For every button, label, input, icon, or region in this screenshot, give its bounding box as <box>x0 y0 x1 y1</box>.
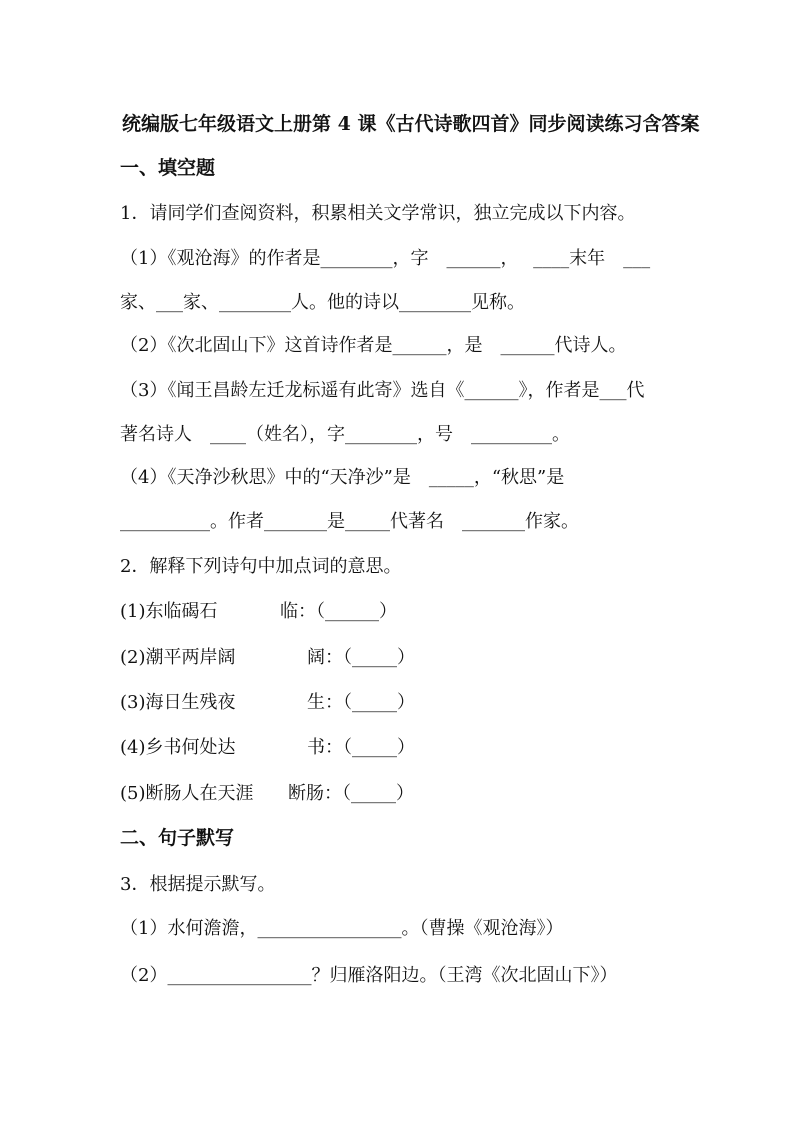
question-1-part-4-line-2: __________。作者_______是_____代著名 _______作家。 <box>120 511 579 532</box>
section-heading-fill-blank: 一、填空题 <box>120 157 216 179</box>
question-1-part-1-line-1: （1）《观沧海》的作者是________，字 ______， ____末年 ___ <box>120 248 651 269</box>
question-2-item-2-phrase: (2)潮平两岸阔 <box>120 647 236 668</box>
question-1-part-4-line-1: （4）《天净沙秋思》中的“天净沙”是 _____，“秋思”是 <box>120 467 565 488</box>
question-2-item-3-word: 生：（_____） <box>307 692 415 713</box>
question-2-item-5-word: 断肠：（_____） <box>288 783 414 804</box>
question-2-item-4-word: 书：（_____） <box>307 737 415 758</box>
section-heading-dictation: 二、句子默写 <box>120 827 235 849</box>
question-2-item-2-word: 阔：（_____） <box>307 647 415 668</box>
question-2-item-3-phrase: (3)海日生残夜 <box>120 692 236 713</box>
question-2-item-5-phrase: (5)断肠人在天涯 <box>120 783 254 804</box>
question-3-part-1: （1）水何澹澹，________________。（曹操《观沧海》） <box>120 918 564 939</box>
question-3-stem: 3．根据提示默写。 <box>120 874 276 895</box>
question-3-part-2: （2）________________？归雁洛阳边。（王湾《次北固山下》） <box>120 965 618 986</box>
question-2-item-1-phrase: (1)东临碣石 <box>120 601 218 622</box>
question-2-item-4-phrase: (4)乡书何处达 <box>120 737 236 758</box>
document-title: 统编版七年级语文上册第 4 课《古代诗歌四首》同步阅读练习含答案 <box>122 113 700 135</box>
question-1-stem: 1．请同学们查阅资料，积累相关文学常识，独立完成以下内容。 <box>120 203 636 224</box>
question-1-part-1-line-2: 家、___家、________人。他的诗以________见称。 <box>120 292 525 313</box>
question-1-part-3-line-1: （3）《闻王昌龄左迁龙标遥有此寄》选自《______》，作者是___代 <box>120 380 645 401</box>
question-1-part-2: （2）《次北固山下》这首诗作者是______，是 ______代诗人。 <box>120 335 627 356</box>
question-1-part-3-line-2: 著名诗人 ____（姓名），字________，号 _________。 <box>120 424 570 445</box>
question-2-item-1-word: 临：（______） <box>280 601 397 622</box>
question-2-stem: 2．解释下列诗句中加点词的意思。 <box>120 556 402 577</box>
